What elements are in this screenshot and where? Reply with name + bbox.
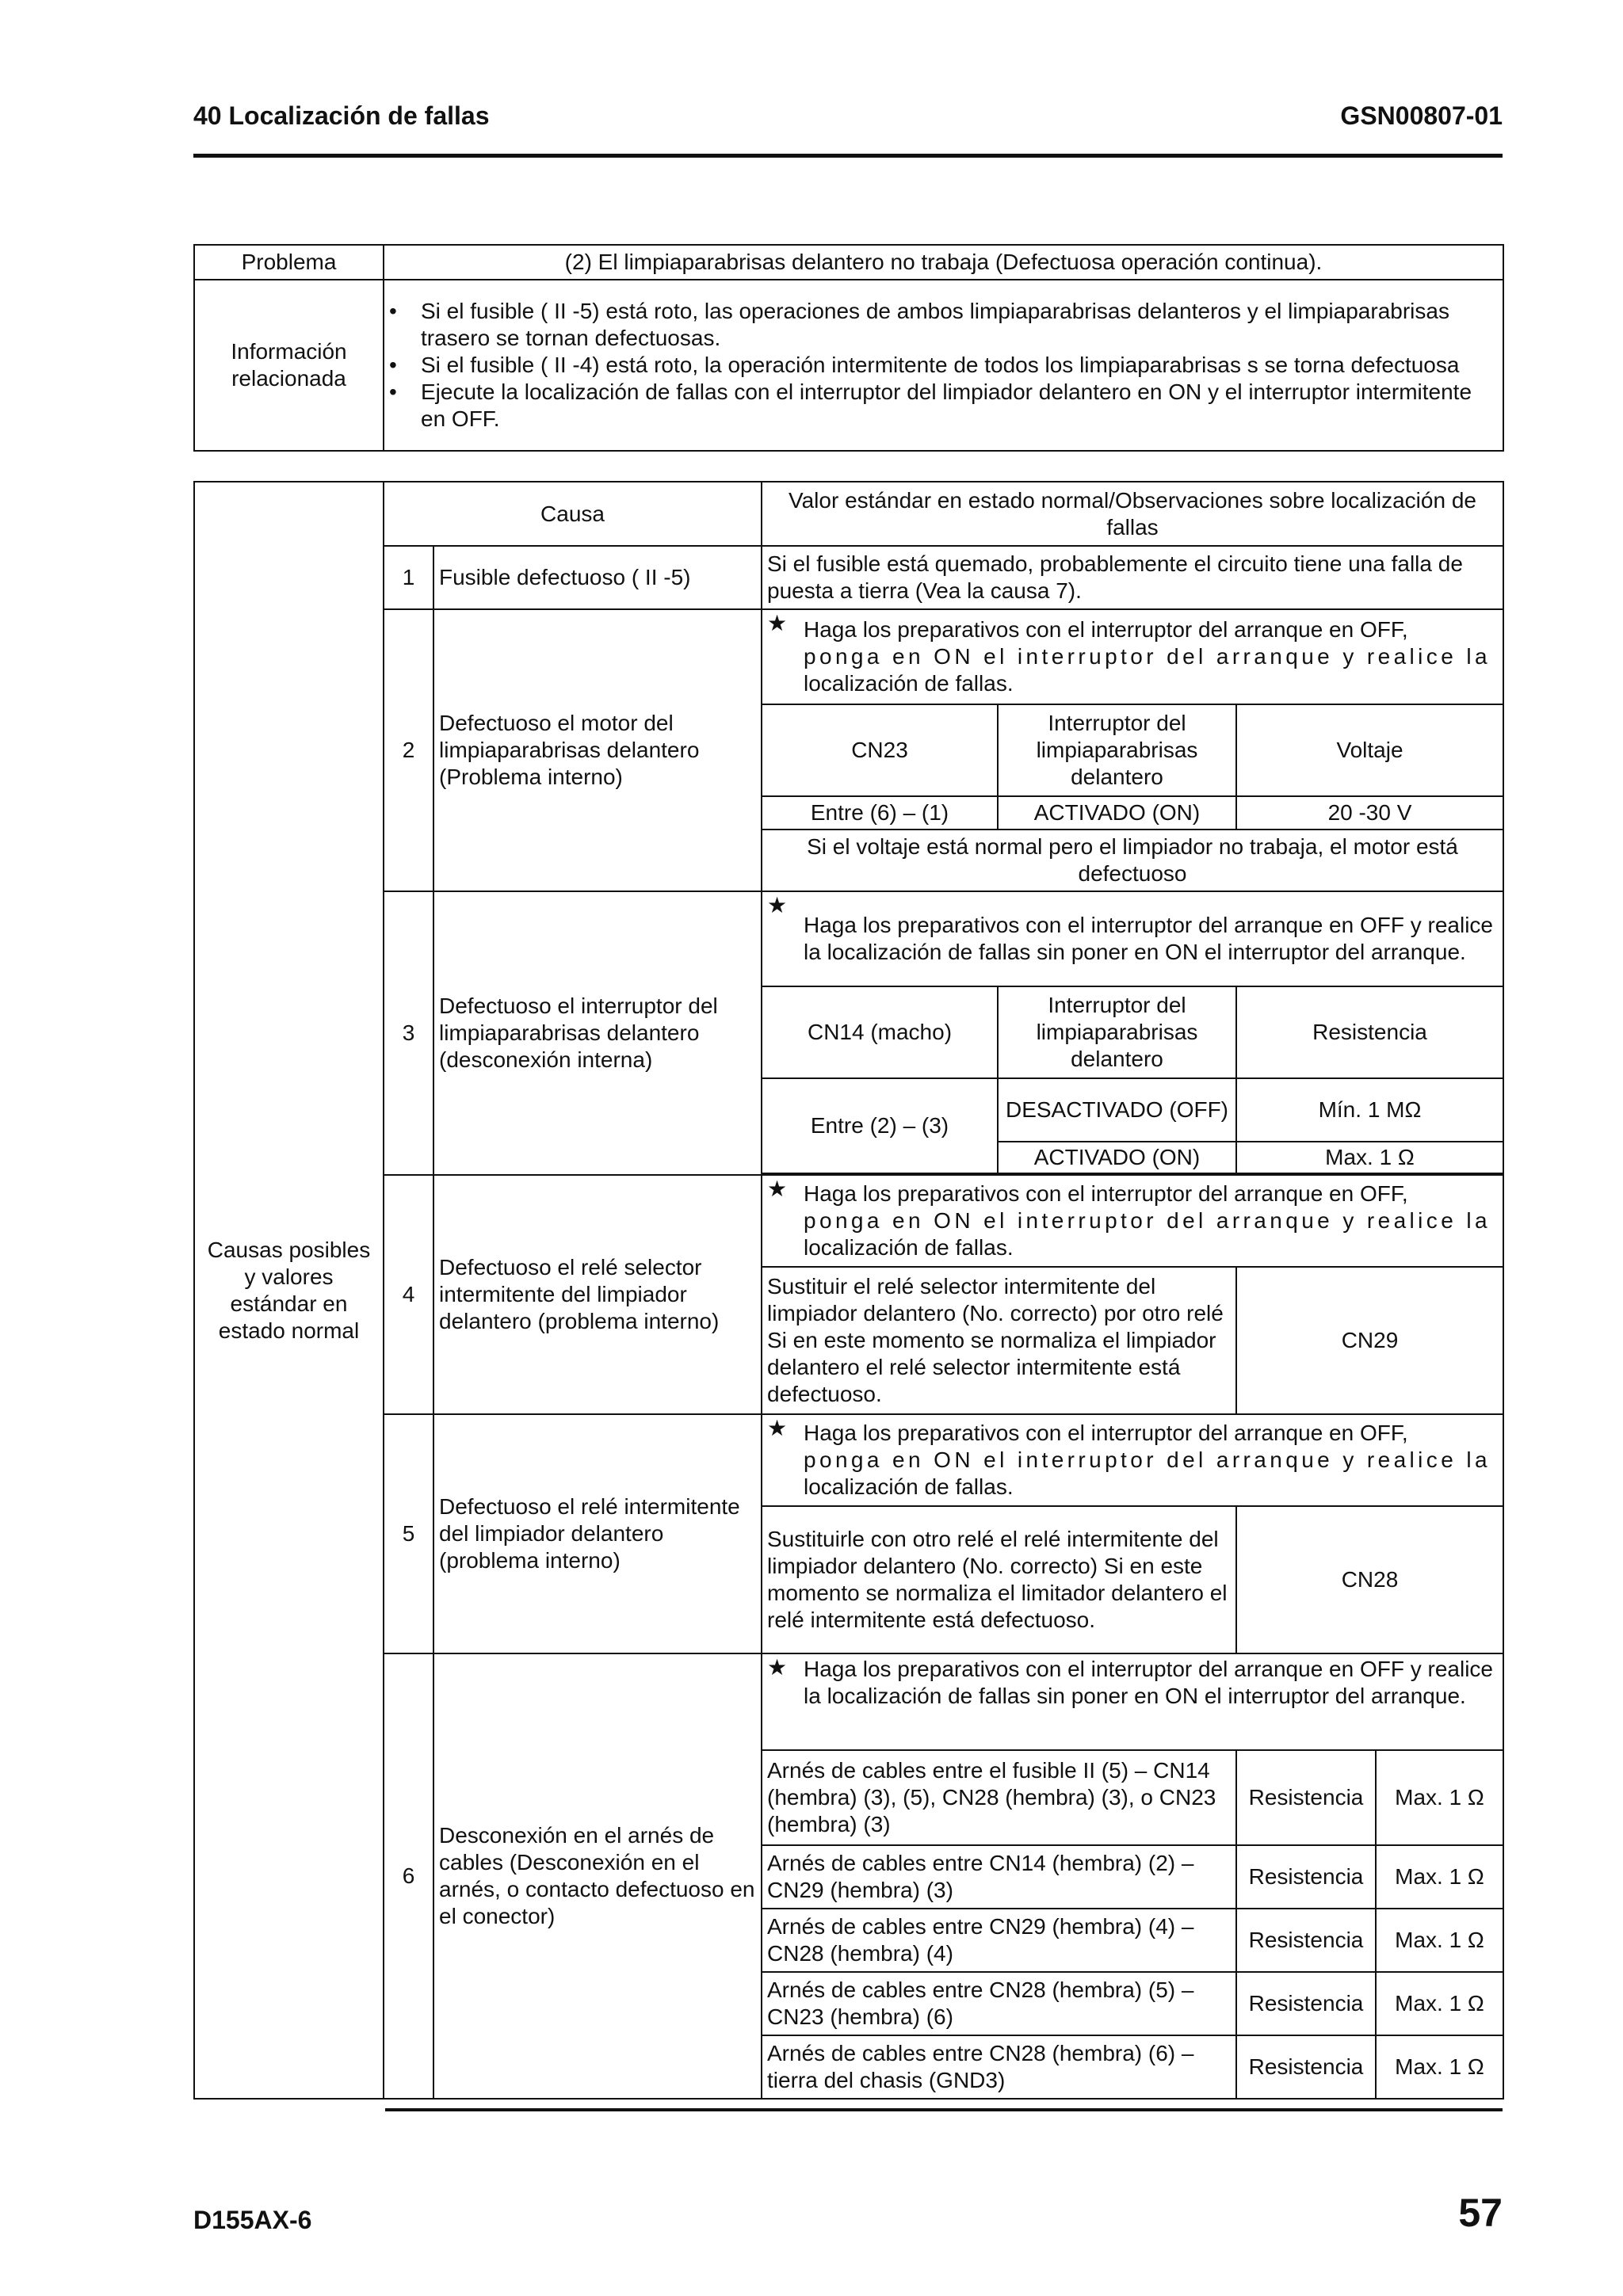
terminal-cell: Entre (2) – (3) [762,1078,998,1173]
measure-header: Voltaje [1236,704,1503,796]
standard-value: Max. 1 Ω [1376,2035,1503,2099]
document-code: GSN00807-01 [1340,101,1503,130]
problem-table [193,244,1504,452]
measurement-type: Resistencia [1236,2035,1376,2099]
info-item: • Ejecute la localización de fallas con el interruptor del limpiador delantero en ON y el interruptor intermitente en OFF. [389,379,1498,433]
measurement-type: Resistencia [1236,1750,1376,1845]
table-bottom-rule [385,2108,1503,2111]
connector-header: CN14 (macho) [762,986,998,1078]
switch-header: Interruptor del limpiaparabrisas delantero [998,704,1236,796]
standard-value: Max. 1 Ω [1376,1750,1503,1845]
connector-name: CN28 [1236,1506,1503,1653]
cause-number: 1 [384,546,433,609]
connector-header: CN23 [762,704,998,796]
page-number: 57 [1458,2191,1503,2235]
standard-value: Max. 1 Ω [1236,1142,1503,1173]
standard-value: Mín. 1 MΩ [1236,1078,1503,1142]
causes-side-label: Causas posibles y valores estándar en estado normal [194,482,384,2099]
cause-text: Defectuoso el relé selector intermitente del limpiador delantero (problema interno) [433,1175,762,1414]
relay-test-description: Sustituirle con otro relé el relé intermitente del limpiador delantero (No. correcto) Si en este momento se normaliza el limitador delantero el relé intermitente está defectuoso. [762,1506,1236,1653]
cause-number: 4 [384,1175,433,1414]
harness-description: Arnés de cables entre CN28 (hembra) (6) – tierra del chasis (GND3) [762,2035,1236,2099]
cause-number: 2 [384,609,433,891]
harness-description: Arnés de cables entre CN28 (hembra) (5) – CN23 (hembra) (6) [762,1972,1236,2035]
cause-text: Fusible defectuoso ( II -5) [433,546,762,609]
cause-text: Defectuoso el relé intermitente del limpiador delantero (problema interno) [433,1414,762,1653]
star-instruction: ★ Haga los preparativos con el interruptor del arranque en OFF y realice la localización de fallas sin poner en ON el interruptor del arranque. [762,891,1503,986]
cause-number: 5 [384,1414,433,1653]
star-instruction: ★ Haga los preparativos con el interruptor del arranque en OFF y realice la localización de fallas sin poner en ON el interruptor del arranque. [762,1653,1503,1750]
measurement-type: Resistencia [1236,1909,1376,1972]
connector-name: CN29 [1236,1267,1503,1414]
switch-header: Interruptor del limpiaparabrisas delantero [998,986,1236,1078]
causes-table [193,481,1504,2100]
switch-state: ACTIVADO (ON) [998,796,1236,830]
measure-header: Resistencia [1236,986,1503,1078]
terminal-cell: Entre (6) – (1) [762,796,998,830]
star-instruction: ★ Haga los preparativos con el interruptor del arranque en OFF, ponga en ON el interruptor del arranque y realice la localización de fallas. [762,1175,1503,1267]
measurement-type: Resistencia [1236,1972,1376,2035]
cause-note: Si el fusible está quemado, probablemente el circuito tiene una falla de puesta a tierra (Vea la causa 7). [762,546,1503,609]
info-content [384,280,1503,451]
info-label: Información relacionada [194,280,384,451]
value-column-header: Valor estándar en estado normal/Observaciones sobre localización de fallas [762,482,1503,546]
harness-description: Arnés de cables entre CN14 (hembra) (2) – CN29 (hembra) (3) [762,1845,1236,1909]
standard-value: Max. 1 Ω [1376,1909,1503,1972]
standard-value: Max. 1 Ω [1376,1972,1503,2035]
cause-text: Defectuoso el motor del limpiaparabrisas delantero (Problema interno) [433,609,762,891]
cause-number: 6 [384,1653,433,2099]
section-title: 40 Localización de fallas [193,101,490,130]
cause-text: Desconexión en el arnés de cables (Desconexión en el arnés, o contacto defectuoso en el conector) [433,1653,762,2099]
harness-description: Arnés de cables entre el fusible II (5) – CN14 (hembra) (3), (5), CN28 (hembra) (3), o CN23 (hembra) (3) [762,1750,1236,1845]
measurement-type: Resistencia [1236,1845,1376,1909]
switch-state: DESACTIVADO (OFF) [998,1078,1236,1142]
cause-note: Si el voltaje está normal pero el limpiador no trabaja, el motor está defectuoso [762,830,1503,891]
star-instruction: ★ Haga los preparativos con el interruptor del arranque en OFF, ponga en ON el interruptor del arranque y realice la localización de fallas. [762,1414,1503,1506]
star-instruction: ★ Haga los preparativos con el interruptor del arranque en OFF, ponga en ON el interruptor del arranque y realice la localización de fallas. [762,609,1503,704]
footer-model: D155AX-6 [193,2206,312,2234]
info-item: • Si el fusible ( II -4) está roto, la operación intermitente de todos los limpiaparabrisas s se torna defectuosa [389,352,1498,379]
info-item: • Si el fusible ( II -5) está roto, las operaciones de ambos limpiaparabrisas delanteros y el limpiaparabrisas trasero se tornan defectuosas. [389,298,1498,352]
harness-description: Arnés de cables entre CN29 (hembra) (4) – CN28 (hembra) (4) [762,1909,1236,1972]
cause-text: Defectuoso el interruptor del limpiaparabrisas delantero (desconexión interna) [433,891,762,1175]
standard-value: 20 -30 V [1236,796,1503,830]
problem-label: Problema [194,245,384,280]
switch-state: ACTIVADO (ON) [998,1142,1236,1173]
problem-text: (2) El limpiaparabrisas delantero no trabaja (Defectuosa operación continua). [384,245,1503,280]
cause-number: 3 [384,891,433,1175]
standard-value: Max. 1 Ω [1376,1845,1503,1909]
page-header [193,98,1503,158]
relay-test-description: Sustituir el relé selector intermitente del limpiador delantero (No. correcto) por otro relé Si en este momento se normaliza el limpiador delantero el relé selector intermitente está defectuoso. [762,1267,1236,1414]
cause-column-header: Causa [384,482,762,546]
